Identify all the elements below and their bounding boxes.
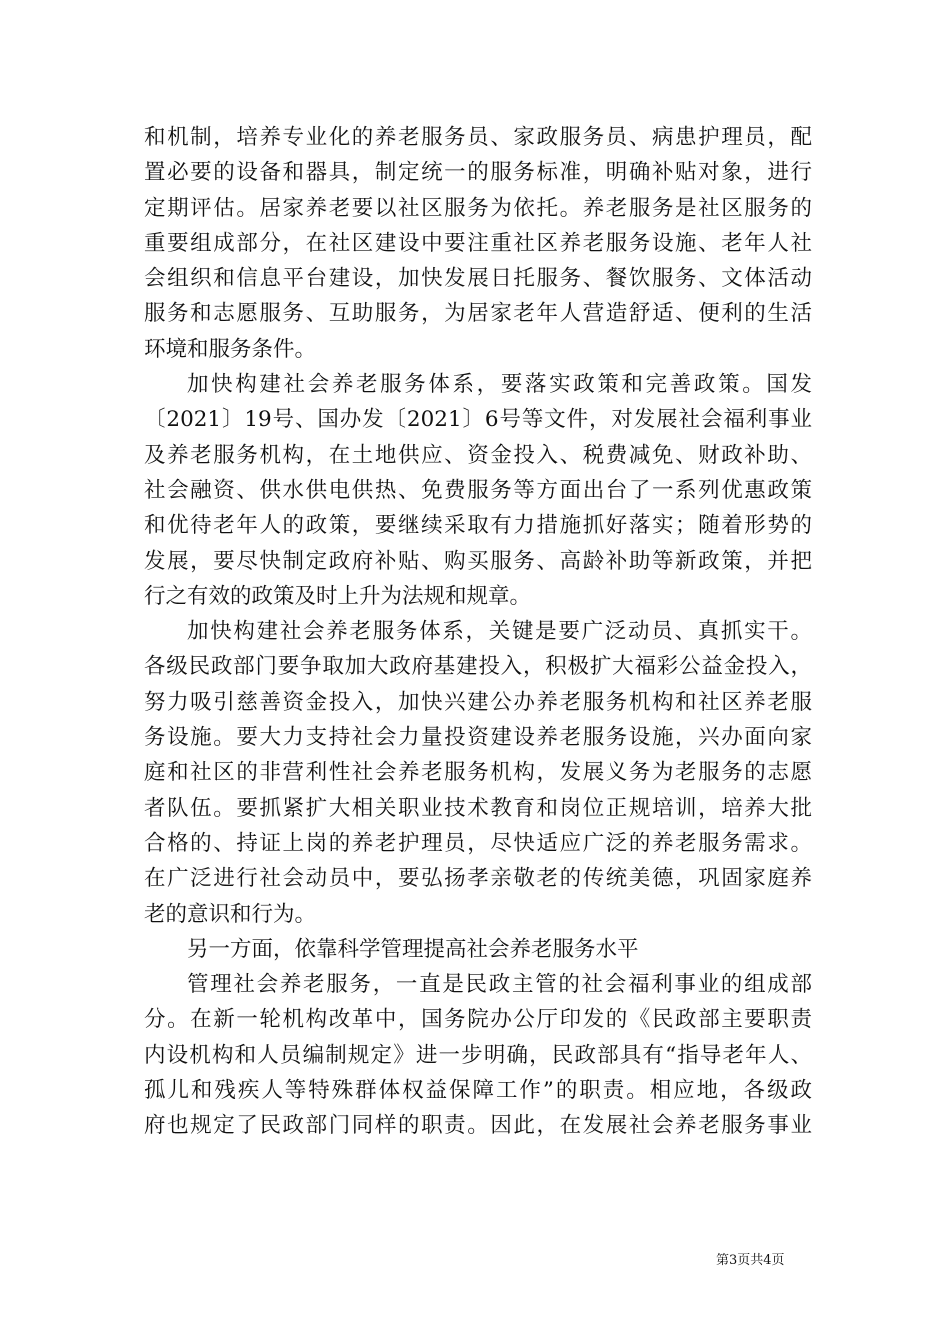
text-line: 行之有效的政策及时上升为法规和规章。 xyxy=(144,583,532,609)
text-line: 分。在新一轮机构改革中，国务院办公厅印发的《民政部主要职责 xyxy=(144,1007,812,1033)
paragraph-start-line: 加快构建社会养老服务体系，要落实政策和完善政策。国发 xyxy=(187,372,812,398)
text-line: 置必要的设备和器具，制定统一的服务标准，明确补贴对象，进行 xyxy=(144,160,812,186)
text-line: 会组织和信息平台建设，加快发展日托服务、餐饮服务、文体活动 xyxy=(144,266,812,292)
paragraph-start-line: 加快构建社会养老服务体系，关键是要广泛动员、真抓实干。 xyxy=(187,619,812,645)
text-line: 发展，要尽快制定政府补贴、购买服务、高龄补助等新政策，并把 xyxy=(144,548,812,574)
text-line: 重要组成部分，在社区建设中要注重社区养老服务设施、老年人社 xyxy=(144,230,812,256)
text-line: 者队伍。要抓紧扩大相关职业技术教育和岗位正规培训，培养大批 xyxy=(144,795,812,821)
text-line: 老的意识和行为。 xyxy=(144,901,317,927)
text-line: 〔2021〕19号、国办发〔2021〕6号等文件，对发展社会福利事业 xyxy=(144,407,812,433)
text-line: 和机制，培养专业化的养老服务员、家政服务员、病患护理员，配 xyxy=(144,125,812,150)
text-line: 孤儿和残疾人等特殊群体权益保障工作”的职责。相应地，各级政 xyxy=(144,1078,812,1104)
text-line: 内设机构和人员编制规定》进一步明确，民政部具有“指导老年人、 xyxy=(144,1042,812,1068)
body-text xyxy=(144,120,812,1144)
text-line: 环境和服务条件。 xyxy=(144,336,317,362)
text-line: 各级民政部门要争取加大政府基建投入，积极扩大福彩公益金投入， xyxy=(144,654,812,680)
text-line: 及养老服务机构，在土地供应、资金投入、税费减免、财政补助、 xyxy=(144,442,812,468)
text-line: 定期评估。居家养老要以社区服务为依托。养老服务是社区服务的 xyxy=(144,195,812,221)
text-line: 合格的、持证上岗的养老护理员，尽快适应广泛的养老服务需求。 xyxy=(144,830,812,856)
text-line: 府也规定了民政部门同样的职责。因此，在发展社会养老服务事业 xyxy=(144,1113,812,1139)
paragraph-start-line: 管理社会养老服务，一直是民政主管的社会福利事业的组成部 xyxy=(187,972,812,998)
text-line: 社会融资、供水供电供热、免费服务等方面出台了一系列优惠政策 xyxy=(144,477,812,503)
section-heading-line: 另一方面，依靠科学管理提高社会养老服务水平 xyxy=(187,936,639,962)
text-line: 和优待老年人的政策，要继续采取有力措施抓好落实；随着形势的 xyxy=(144,513,812,539)
page-number: 第3页共4页 xyxy=(716,1253,785,1268)
text-line: 在广泛进行社会动员中，要弘扬孝亲敬老的传统美德，巩固家庭养 xyxy=(144,866,812,892)
text-line: 服务和志愿服务、互助服务，为居家老年人营造舒适、便利的生活 xyxy=(144,301,812,327)
text-line: 努力吸引慈善资金投入，加快兴建公办养老服务机构和社区养老服 xyxy=(144,689,812,715)
text-line: 庭和社区的非营利性社会养老服务机构，发展义务为老服务的志愿 xyxy=(144,760,812,786)
text-line: 务设施。要大力支持社会力量投资建设养老服务设施，兴办面向家 xyxy=(144,725,812,751)
